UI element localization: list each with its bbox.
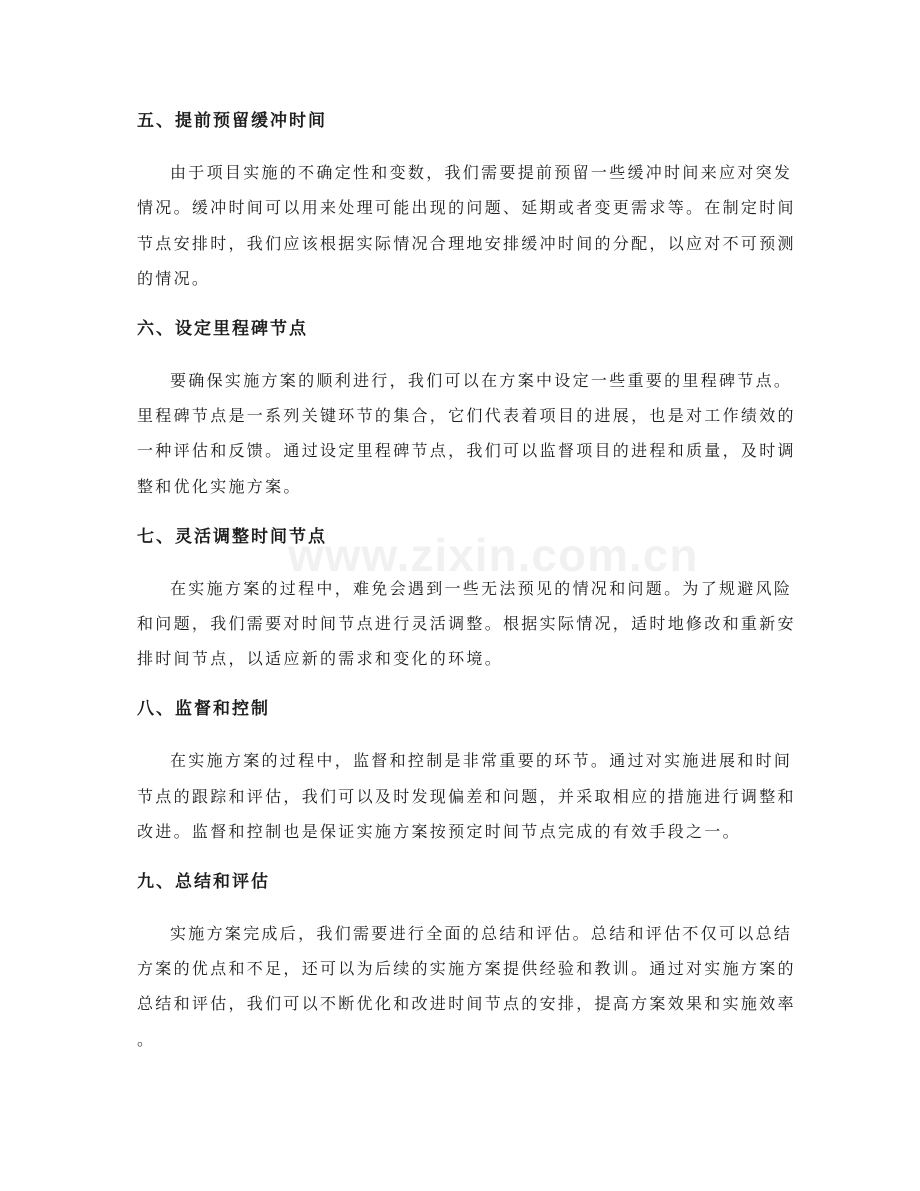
- paragraph-line: 实施方案完成后，我们需要进行全面的总结和评估。总结和评估不仅可以总结: [170, 923, 793, 943]
- section-heading: 五、提前预留缓冲时间: [137, 111, 327, 131]
- section-flexible-adjustment: [137, 520, 796, 677]
- paragraph-line: 节点的跟踪和评估，我们可以及时发现偏差和问题，并采取相应的措施进行调整和: [137, 786, 796, 806]
- paragraph-line: 在实施方案的过程中，难免会遇到一些无法预见的情况和问题。为了规避风险: [170, 578, 793, 598]
- paragraph-line: 。: [137, 1029, 156, 1049]
- paragraph-line: 要确保实施方案的顺利进行，我们可以在方案中设定一些重要的里程碑节点。: [170, 370, 793, 390]
- section-paragraph: [137, 363, 796, 504]
- section-paragraph: [137, 743, 796, 849]
- document-body: [137, 104, 796, 1073]
- paragraph-line: 由于项目实施的不确定性和变数，我们需要提前预留一些缓冲时间来应对突发: [170, 162, 793, 182]
- section-heading: 七、灵活调整时间节点: [137, 526, 327, 547]
- paragraph-line: 里程碑节点是一系列关键环节的集合，它们代表着项目的进展，也是对工作绩效的: [137, 406, 796, 426]
- section-paragraph: [137, 916, 796, 1057]
- section-summary-evaluation: [137, 865, 796, 1057]
- section-heading: 六、设定里程碑节点: [137, 318, 308, 339]
- section-paragraph: [137, 155, 796, 296]
- paragraph-line: 节点安排时，我们应该根据实际情况合理地安排缓冲时间的分配，以应对不可预测: [137, 233, 796, 253]
- paragraph-line: 一种评估和反馈。通过设定里程碑节点，我们可以监督项目的进程和质量，及时调: [137, 441, 796, 461]
- watermark: www.zixin.com.cn: [288, 529, 699, 581]
- section-heading: 九、总结和评估: [137, 871, 270, 892]
- paragraph-line: 改进。监督和控制也是保证实施方案按预定时间节点完成的有效手段之一。: [137, 821, 741, 841]
- paragraph-line: 的情况。: [137, 268, 211, 288]
- section-paragraph: [137, 571, 796, 677]
- paragraph-line: 在实施方案的过程中，监督和控制是非常重要的环节。通过对实施进展和时间: [170, 751, 793, 771]
- paragraph-line: 整和优化实施方案。: [137, 476, 302, 496]
- section-monitoring-control: [137, 692, 796, 849]
- paragraph-line: 和问题，我们需要对时间节点进行灵活调整。根据实际情况，适时地修改和重新安: [137, 614, 796, 633]
- section-buffer-time: [137, 104, 796, 296]
- paragraph-line: 总结和评估，我们可以不断优化和改进时间节点的安排，提高方案效果和实施效率: [137, 994, 796, 1014]
- paragraph-line: 情况。缓冲时间可以用来处理可能出现的问题、延期或者变更需求等。在制定时间: [137, 198, 796, 218]
- paragraph-line: 方案的优点和不足，还可以为后续的实施方案提供经验和教训。通过对实施方案的: [137, 959, 796, 979]
- section-milestones: [137, 312, 796, 504]
- section-heading: 八、监督和控制: [137, 699, 270, 720]
- paragraph-line: 排时间节点，以适应新的需求和变化的环境。: [137, 649, 504, 669]
